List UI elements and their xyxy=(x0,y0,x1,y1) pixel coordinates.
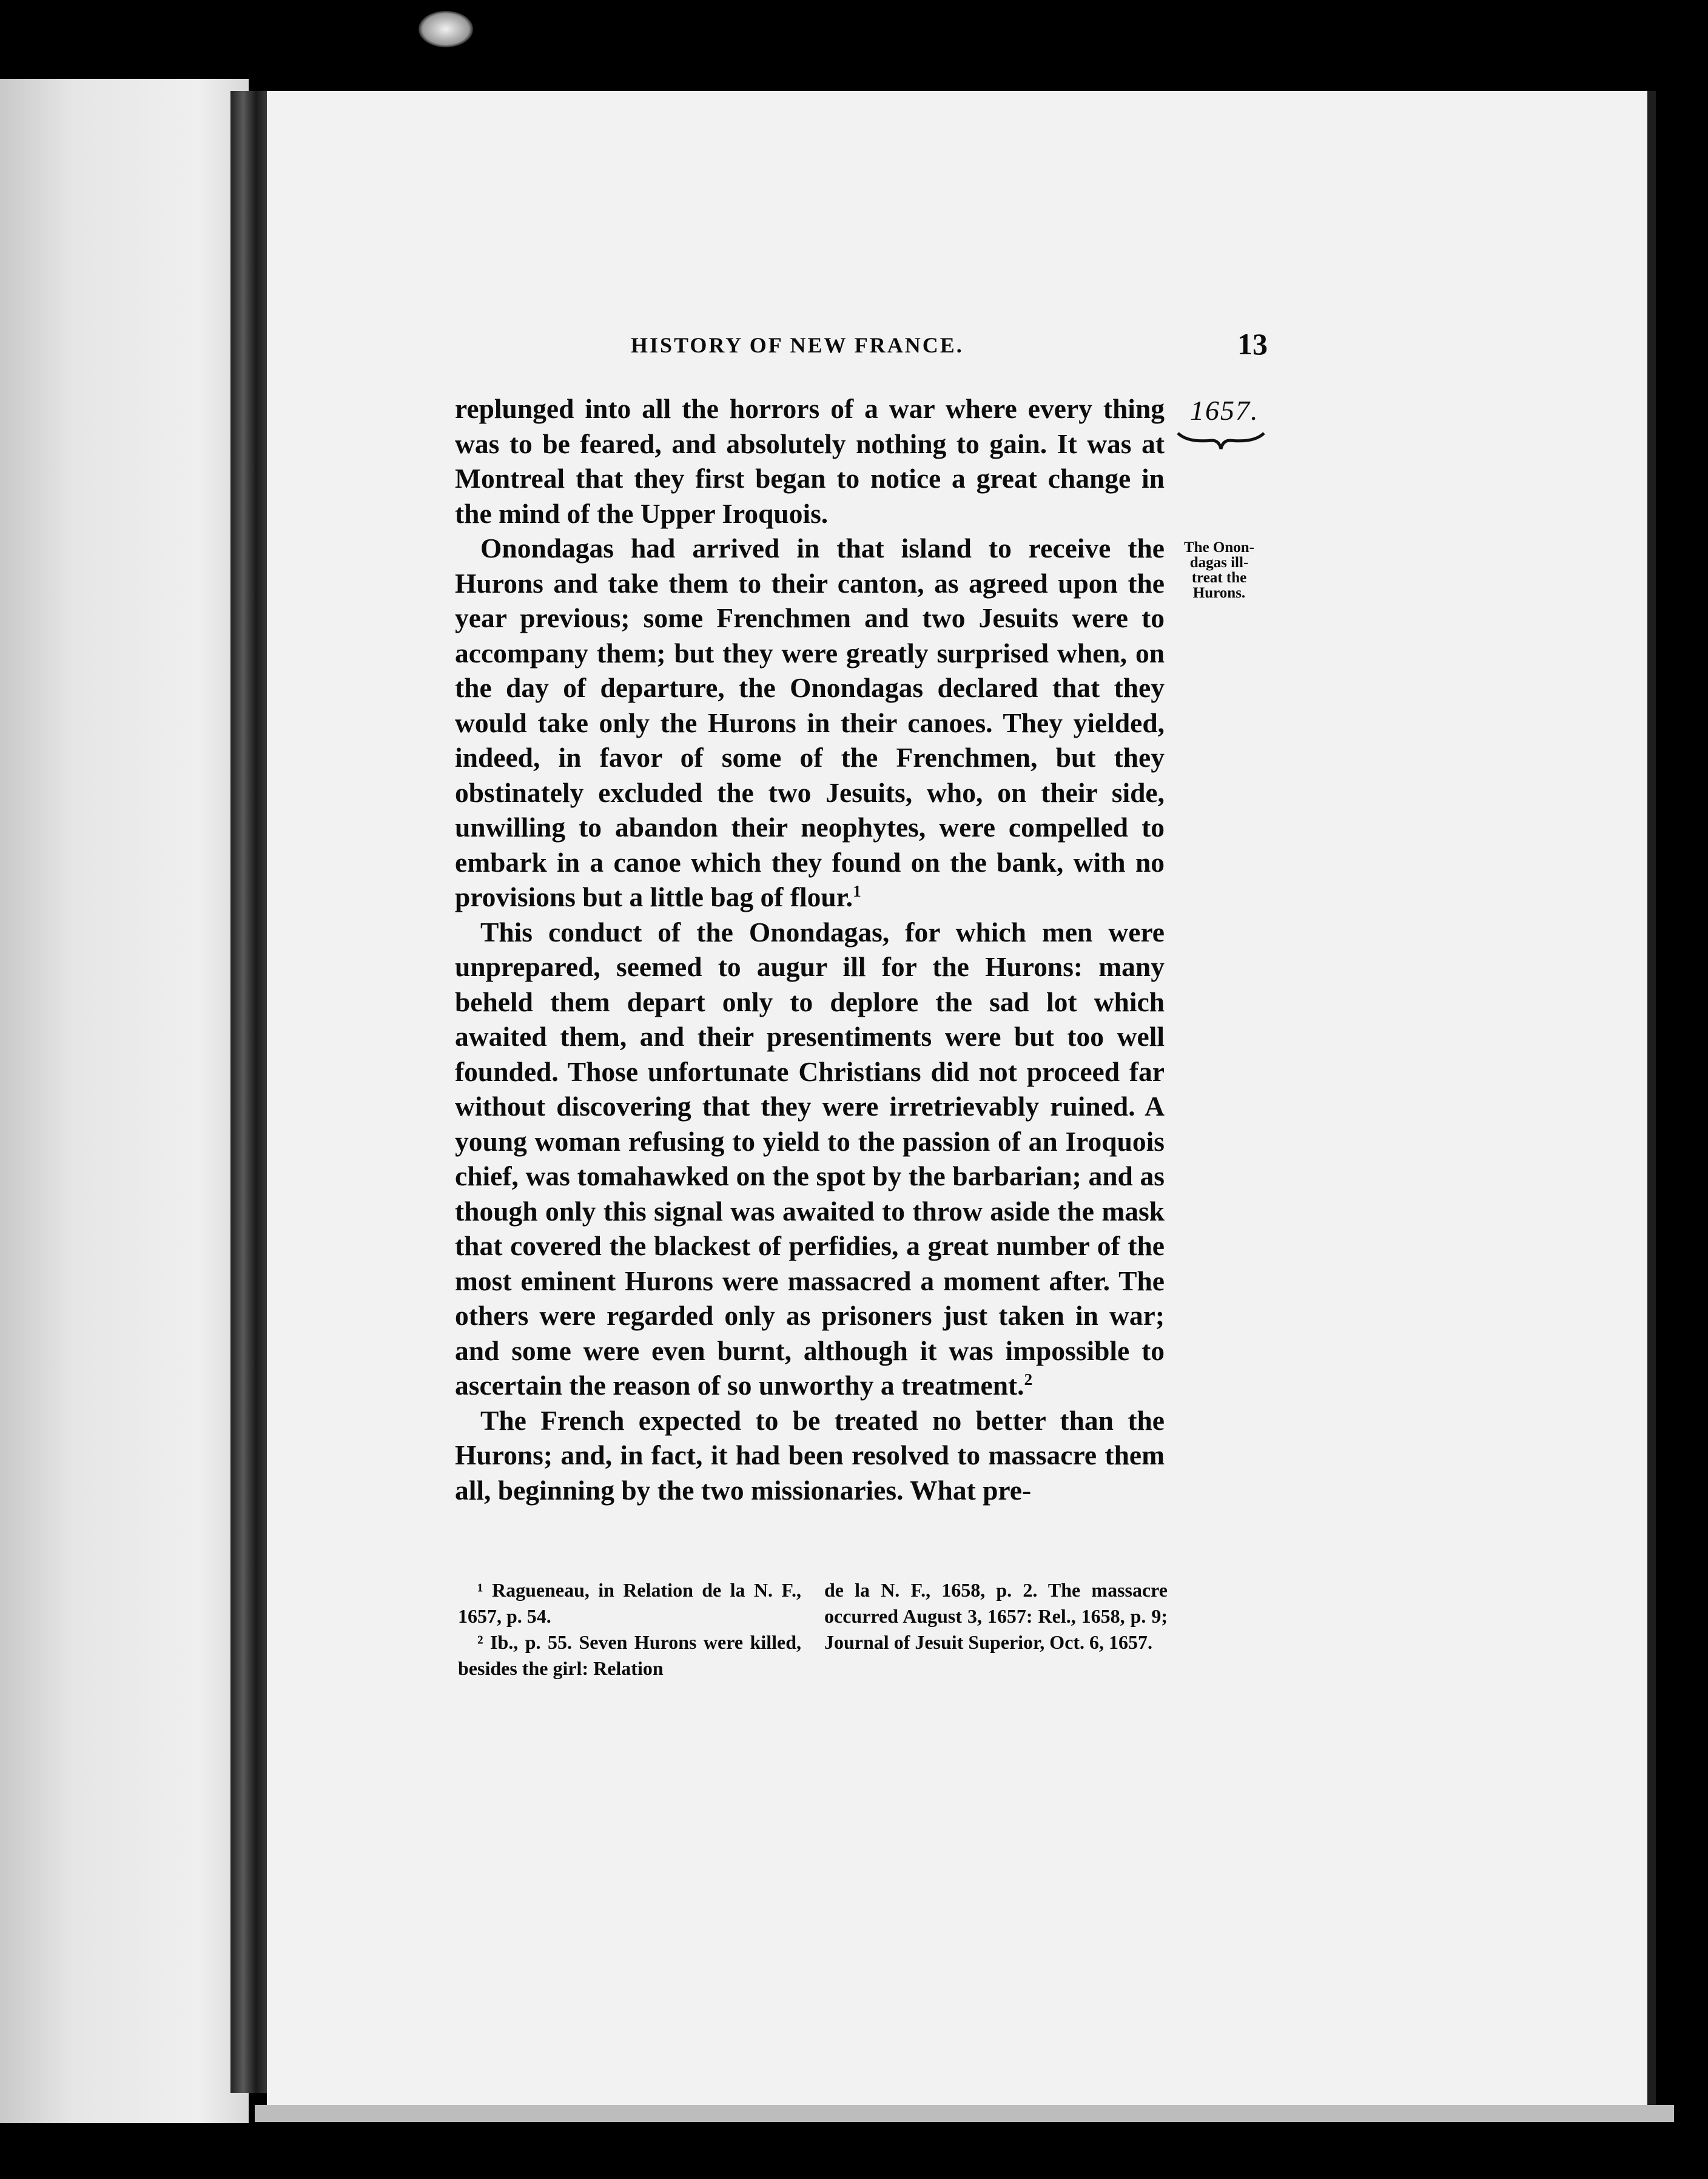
scan-smudge xyxy=(419,11,473,47)
left-page-blank xyxy=(0,79,249,2123)
paragraph xyxy=(455,531,1165,915)
side-note-line: treat the xyxy=(1191,570,1247,586)
paragraph: The French expected to be treated no better than the Hurons; and, in fact, it had been resolved to massacre them all, beginning by the two missionaries. What pre- xyxy=(455,1404,1165,1506)
footnote-column xyxy=(458,1577,801,1682)
paragraph-text: This conduct of the Onondagas, for which men were unprepared, seemed to augur ill for the Hurons: many beheld them depart only to deplore the sad lot which awaited them, and their presentiments were but too well founded. Those unfortunate Christians did not proceed far without discovering that they were irretrievably ruined. A young woman refusing to yield to the passion of an Iroquois chief, was tomahawked on the spot by the barbarian; and as though only this signal was awaited to throw aside the mask that covered the blackest of perfidies, a great number of the most eminent Hurons were massacred a moment after. The others were regarded only as prisoners just taken in war; and some were even burnt, although it was impossible to ascertain the reason of so unworthy a treatment. xyxy=(455,916,1165,1401)
body-text xyxy=(455,391,1165,1507)
paragraph xyxy=(455,915,1165,1403)
footnote-ref: 2 xyxy=(1024,1370,1033,1389)
side-note-line: The Onon- xyxy=(1183,539,1254,556)
page-bottom-edge xyxy=(255,2105,1674,2122)
margin-year: 1657. xyxy=(1190,395,1259,426)
footnote-column xyxy=(824,1577,1168,1682)
side-note-line: dagas ill- xyxy=(1189,554,1249,571)
side-note-line: Hurons. xyxy=(1192,585,1246,601)
side-note xyxy=(1168,540,1271,601)
paragraph: replunged into all the horrors of a war where every thing was to be feared, and absolutely nothing to gain. It was at Montreal that they first began to notice a great change in the mind of the Upper Iroquois. xyxy=(455,393,1165,529)
brace-ornament xyxy=(1175,429,1266,454)
footnote-ref: 1 xyxy=(853,881,861,900)
footnote: de la N. F., 1658, p. 2. The massacre occurred August 3, 1657: Rel., 1658, p. 9; Journal of Jesuit Superior, Oct. 6, 1657. xyxy=(824,1579,1168,1653)
running-title: HISTORY OF NEW FRANCE. xyxy=(631,333,964,357)
footnote: ² Ib., p. 55. Seven Hurons were killed, besides the girl: Relation xyxy=(458,1631,801,1679)
page-number: 13 xyxy=(1237,327,1268,361)
paragraph-text: Onondagas had arrived in that island to receive the Hurons and take them to their canton, as agreed upon the year previous; some Frenchmen and two Jesuits were to accompany them; but they were greatly surprised when, on the day of departure, the Onondagas declared that they would take only the Hurons in their canoes. They yielded, indeed, in favor of some of the Frenchmen, but they obstinately excluded the two Jesuits, who, on their side, unwilling to abandon their neophytes, were compelled to embark in a canoe which they found on the bank, with no provisions but a little bag of flour. xyxy=(455,533,1165,912)
footnote: ¹ Ragueneau, in Relation de la N. F., 1657, p. 54. xyxy=(458,1579,801,1627)
footnotes xyxy=(458,1577,1168,1682)
book-spine xyxy=(230,91,267,2093)
